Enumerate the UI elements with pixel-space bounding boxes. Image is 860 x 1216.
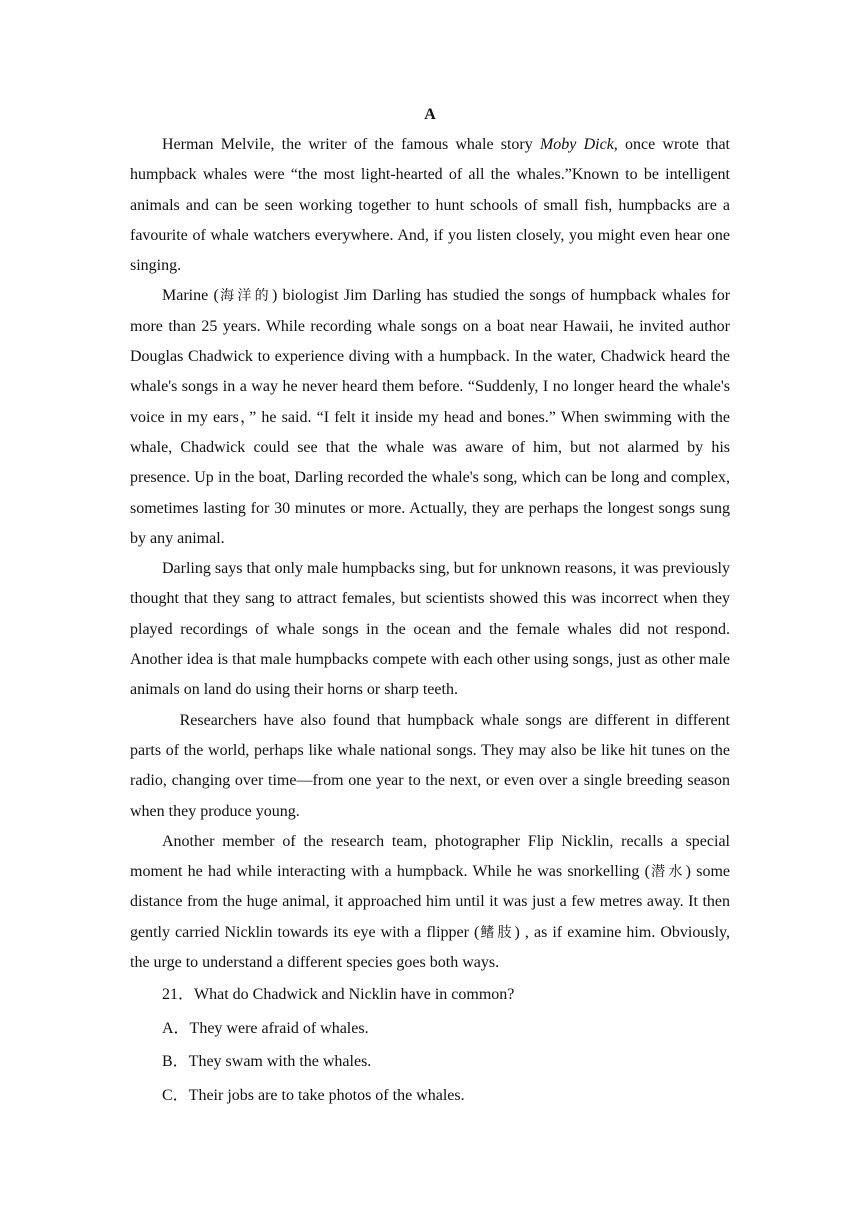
- paragraph-3: Darling says that only male humpbacks sing, but for unknown reasons, it was previously thought that they sang to attract females, but scientists showed this was incorrect when they played recordings of whale songs in the ocean and the female whales did not respond. Another idea is that male humpbacks compete with each other using songs, just as other male animals on land do using their horns or sharp teeth.: [130, 560, 730, 699]
- paragraph-5-text-a: Another member of the research team, photographer Flip Nicklin, recalls a special moment he had while interacting with a humpback. While he was snorkelling (: [130, 832, 730, 881]
- paragraph-1-text-end: once wrote that humpback whales were “the most light-hearted of all the whales.”Known to be intelligent animals and can be seen working together to hunt schools of small fish, humpbacks are a favourite of whale watchers everywhere. And, if you listen closely, you might even hear one singing.: [130, 136, 730, 275]
- option-c[interactable]: C．Their jobs are to take photos of the whales.: [162, 1086, 465, 1104]
- paragraph-5: [130, 827, 730, 978]
- paragraph-4: Researchers have also found that humpback whale songs are different in different parts of the world, perhaps like whale national songs. They may also be like hit tunes on the radio, changing over time—from one year to the next, or even over a single breeding season when they produce young.: [130, 711, 730, 820]
- gloss-flipper: 鳍肢: [479, 924, 515, 941]
- paragraph-1: [130, 130, 730, 281]
- option-a[interactable]: A．They were afraid of whales.: [162, 1019, 369, 1037]
- document-page: [130, 100, 730, 1112]
- gloss-marine: 海洋的: [218, 288, 272, 305]
- paragraph-2: [130, 281, 730, 554]
- book-title: Moby Dick,: [539, 136, 618, 153]
- question-21: 21．What do Chadwick and Nicklin have in common?: [162, 986, 515, 1004]
- paragraph-2-text-a: Marine (: [162, 287, 219, 305]
- paragraph-5-text-b: ) some distance from the huge animal, it approached him until it was just a few metres away. It then gently carried Nicklin towards its eye with a flipper (: [130, 863, 731, 941]
- paragraph-2-text-b: ) biologist Jim Darling has studied the songs of humpback whales for more than 25 years. While recording whale songs on a boat near Hawaii, he invited author Douglas Chadwick to experience diving with a humpback. In the water, Chadwick heard the whale's songs in a way he never heard them before. “Suddenly, I no longer heard the whale's voice in my ears，” he said. “I felt it inside my head and bones.” When swimming with the whale, Chadwick could see that the whale was aware of him, but not alarmed by his presence. Up in the boat, Darling recorded the whale's song, which can be long and complex, sometimes lasting for 30 minutes or more. Actually, they are perhaps the longest songs sung by any animal.: [130, 287, 731, 547]
- gloss-snorkelling: 潜水: [649, 864, 686, 881]
- paragraph-5-text-c: ) , as if examine him. Obviously, the urge to understand a different species goes both ways.: [130, 923, 731, 972]
- section-heading: A: [424, 106, 436, 123]
- option-b[interactable]: B．They swam with the whales.: [162, 1053, 372, 1071]
- paragraph-1-text-start: Herman Melvile, the writer of the famous whale story: [162, 136, 540, 153]
